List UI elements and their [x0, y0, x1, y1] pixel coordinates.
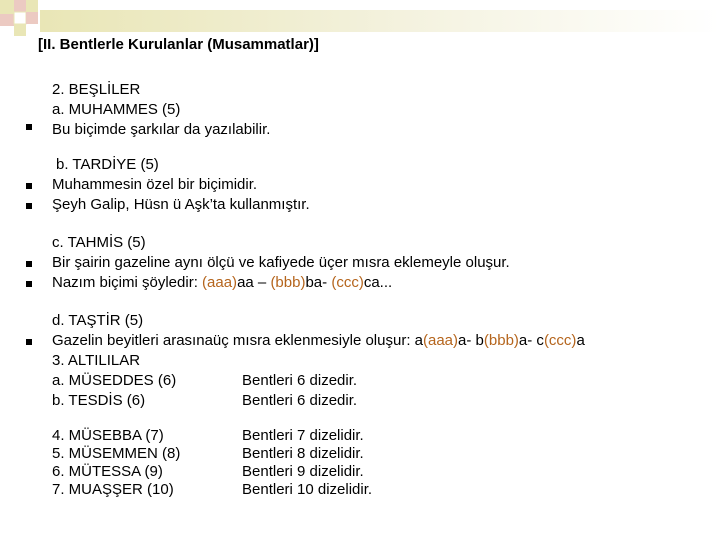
tastir-block	[52, 311, 585, 371]
body-line: Bir şairin gazeline aynı ölçü ve kafiyede üçer mısra eklemeyle oluşur.	[52, 254, 510, 271]
section-2-block	[52, 80, 270, 140]
form-name: 4. MÜSEBBA (7)	[52, 427, 164, 444]
form-name: 5. MÜSEMMEN (8)	[52, 445, 181, 462]
form-desc: Bentleri 7 dizelidir.	[242, 427, 364, 444]
note-text: Bu biçimde şarkılar da yazılabilir.	[52, 121, 271, 138]
bullet-icon	[26, 124, 32, 130]
tahmis-block	[52, 233, 510, 293]
bullet-icon	[26, 281, 32, 287]
text-segment: a- b	[458, 332, 484, 349]
form-desc: Bentleri 6 dizedir.	[242, 372, 358, 389]
section-heading: 3. ALTILILAR	[52, 352, 141, 369]
altililar-descs	[242, 371, 357, 411]
header-decoration	[0, 0, 720, 40]
sub-heading: c. TAHMİS (5)	[52, 234, 146, 251]
pattern-highlight: (aaa)	[202, 274, 238, 291]
text-segment: ba-	[305, 274, 332, 291]
body-line	[52, 331, 585, 351]
sub-heading: d. TAŞTİR (5)	[52, 312, 144, 329]
form-name: a. MÜSEDDES (6)	[52, 372, 177, 389]
text-segment: a- c	[518, 332, 544, 349]
others-descs	[242, 427, 372, 499]
page-title: [II. Bentlerle Kurulanlar (Musammatlar)]	[38, 36, 319, 53]
bullet-icon	[26, 261, 32, 267]
others-names	[52, 427, 180, 499]
pattern-highlight: (ccc)	[543, 332, 577, 349]
pattern-highlight: (ccc)	[331, 274, 364, 291]
text-segment: aa –	[237, 274, 271, 291]
tardiye-block	[52, 155, 310, 215]
form-name: b. TESDİS (6)	[52, 392, 146, 409]
body-line	[52, 273, 510, 293]
text-segment: a	[576, 332, 585, 349]
body-line: Muhammesin özel bir biçimidir.	[52, 176, 258, 193]
altililar-names	[52, 371, 176, 411]
pattern-highlight: (aaa)	[423, 332, 459, 349]
form-desc: Bentleri 10 dizelidir.	[242, 481, 373, 498]
body-line: Şeyh Galip, Hüsn ü Aşk’ta kullanmıştır.	[52, 196, 310, 213]
bullet-icon	[26, 339, 32, 345]
bullet-icon	[26, 203, 32, 209]
form-desc: Bentleri 9 dizelidir.	[242, 463, 364, 480]
pattern-highlight: (bbb)	[270, 274, 306, 291]
text-segment: Gazelin beyitleri arasınaüç mısra eklenmesiyle oluşur: a	[52, 332, 423, 349]
text-segment: ca...	[363, 274, 393, 291]
form-name: 7. MUAŞŞER (10)	[52, 481, 174, 498]
pattern-highlight: (bbb)	[483, 332, 519, 349]
form-name: 6. MÜTESSA (9)	[52, 463, 163, 480]
sub-heading: a. MUHAMMES (5)	[52, 101, 181, 118]
section-heading: 2. BEŞLİLER	[52, 81, 141, 98]
form-desc: Bentleri 6 dizedir.	[242, 392, 358, 409]
sub-heading: b. TARDİYE (5)	[56, 156, 159, 173]
bullet-icon	[26, 183, 32, 189]
form-desc: Bentleri 8 dizelidir.	[242, 445, 364, 462]
text-segment: Nazım biçimi şöyledir:	[52, 274, 203, 291]
